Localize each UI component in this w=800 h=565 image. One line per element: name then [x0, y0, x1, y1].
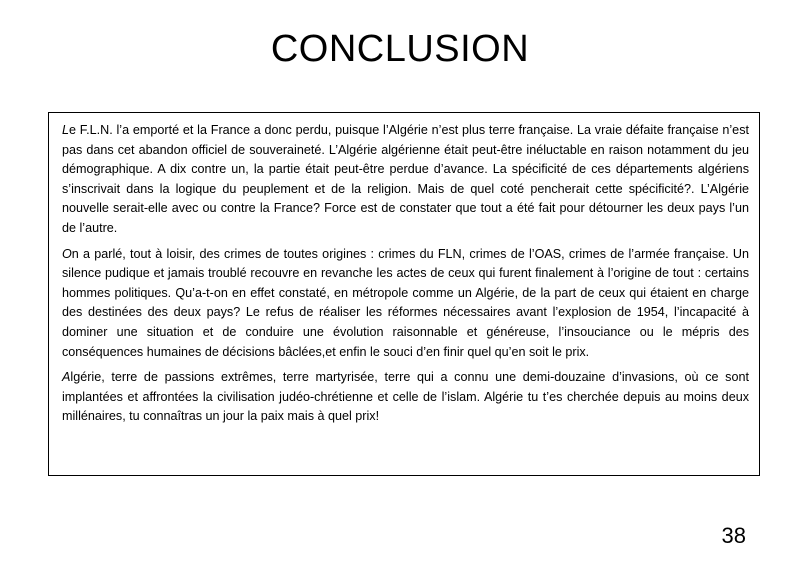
paragraph-text: e F.L.N. l’a emporté et la France a donc perdu, puisque l’Algérie n’est plus terre française. La vraie défaite française n’est pas dans cet abandon officiel de souveraineté. L’Algérie algérienne était peut-être inéluctable en raison notamment du jeu démographique. A dix contre un, la partie était peut-être perdue d’avance. La spécificité de ces départements algériens s’inscrivait dans la logique du peuplement et de la religion. Mais de quel coté pencherait cette spécificité?. L’Algérie nouvelle serait-elle avec ou contre la France? Force est de constater que tout a été fait pour détourner les deux pays l’un de l’autre. — [62, 123, 749, 235]
slide-title: CONCLUSION — [270, 28, 530, 70]
paragraph-lead-letter: A — [62, 370, 71, 385]
paragraph-1 — [62, 121, 749, 239]
paragraph-text: lgérie, terre de passions extrêmes, terre martyrisée, terre qui a connu une demi-douzaine d’invasions, où ce sont implantées et affrontées la civilisation judéo-chrétienne et celle de l’islam. Algérie tu t’es cherchée depuis au moins deux millénaires, tu connaîtras un jour la paix mais à quel prix! — [62, 370, 749, 424]
paragraph-2 — [62, 245, 749, 363]
paragraph-3 — [62, 368, 749, 427]
page-number: 38 — [721, 523, 746, 548]
paragraph-lead-letter: O — [62, 246, 72, 261]
paragraph-text: n a parlé, tout à loisir, des crimes de toutes origines : crimes du FLN, crimes de l’OAS, crimes de l’armée française. Un silence pudique et jamais troublé recouvre en revanche les actes de ceux qui furent finalement à l’origine de tout : certains hommes politiques. Qu’a-t-on en effet constaté, en métropole comme un Algérie, de la part de ceux qui étaient en charge des destinées des deux pays? Le refus de réaliser les réformes nécessaires avant l’explosion de 1954, l’incapacité à dominer une situation et de conduire une évolution raisonnable et généreuse, l’insouciance ou le mépris des conséquences humaines de décisions bâclées,et enfin le souci d’en finir quel qu’en soit le prix. — [62, 246, 749, 359]
paragraph-lead-letter: L — [62, 123, 70, 137]
text-box — [48, 112, 760, 476]
